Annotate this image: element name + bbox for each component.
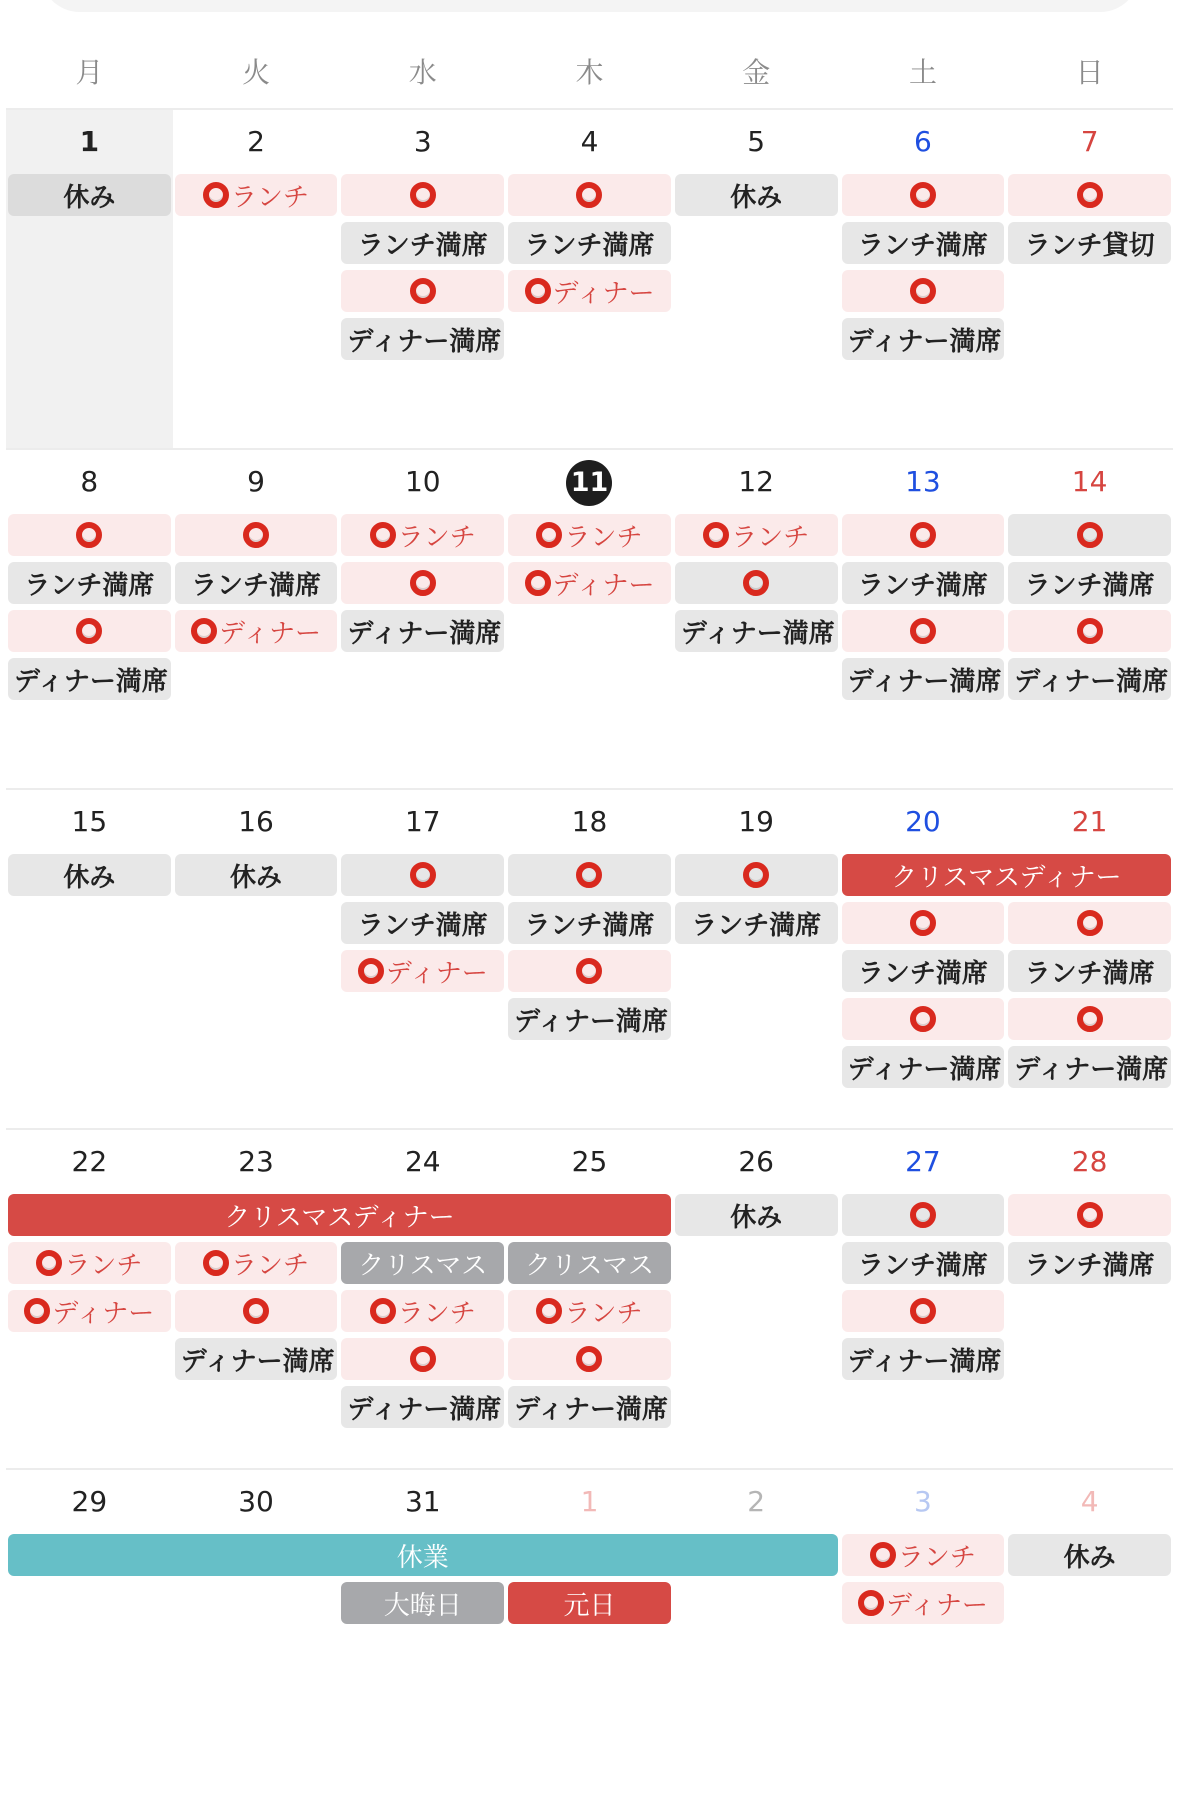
calendar-event[interactable] [8, 658, 171, 700]
calendar-event[interactable] [1008, 562, 1171, 604]
calendar-event[interactable] [1008, 222, 1171, 264]
date-number: 16 [238, 805, 274, 838]
weekday-mon: 月 [75, 56, 104, 89]
event-label: ディナー満席 [847, 666, 1002, 697]
event-label: ディナー [52, 1298, 155, 1329]
event-label: ランチ満席 [857, 1250, 988, 1281]
calendar-event[interactable] [8, 1242, 171, 1284]
event-label: ランチ満席 [524, 230, 655, 261]
event-label: 大晦日 [383, 1590, 462, 1621]
event-label: ランチ満席 [691, 910, 822, 941]
available-circle-icon [743, 862, 769, 888]
event-label: ランチ満席 [24, 570, 155, 601]
available-circle-icon [1077, 1006, 1103, 1032]
event-label: ランチ満席 [1024, 958, 1155, 989]
event-label: 休業 [396, 1542, 449, 1573]
calendar-event[interactable] [341, 950, 504, 992]
calendar-event[interactable] [508, 1386, 671, 1428]
date-number: 3 [913, 1485, 932, 1518]
calendar-event[interactable] [675, 854, 838, 896]
calendar-event[interactable] [8, 610, 171, 652]
available-circle-icon [910, 1298, 936, 1324]
date-number: 26 [738, 1145, 774, 1178]
calendar-event[interactable] [842, 854, 1171, 896]
calendar-event[interactable] [508, 1290, 671, 1332]
day-cell[interactable] [173, 110, 340, 448]
available-circle-icon [410, 182, 436, 208]
calendar-event[interactable] [8, 1290, 171, 1332]
date-number: 10 [404, 465, 441, 498]
calendar-event[interactable] [842, 1582, 1005, 1624]
event-label: ディナー満席 [347, 1394, 502, 1425]
day-cell[interactable] [1006, 1130, 1173, 1468]
day-cell[interactable] [6, 790, 173, 1128]
event-label: ディナー満席 [1014, 1054, 1169, 1085]
weekday-fri: 金 [742, 56, 771, 89]
calendar-event[interactable] [842, 1338, 1005, 1380]
event-label: ランチ [897, 1542, 976, 1573]
calendar-event[interactable] [341, 1338, 504, 1380]
event-label: ディナー満席 [514, 1006, 669, 1037]
calendar-event[interactable] [1008, 1194, 1171, 1236]
calendar-event[interactable] [842, 998, 1005, 1040]
date-number: 3 [413, 125, 432, 158]
day-cell[interactable] [339, 1470, 506, 1808]
event-label: 休み [63, 862, 116, 893]
available-circle-icon [576, 1346, 602, 1372]
event-label: ランチ [397, 522, 476, 553]
available-circle-icon [76, 618, 102, 644]
calendar-event[interactable] [1008, 902, 1171, 944]
date-number: 18 [571, 805, 608, 838]
day-cell[interactable] [6, 1470, 173, 1808]
event-label: ランチ [231, 1250, 310, 1281]
calendar-event[interactable] [1008, 1534, 1171, 1576]
date-number: 15 [71, 805, 108, 838]
calendar-event[interactable] [842, 1046, 1005, 1088]
day-cell[interactable] [1006, 1470, 1173, 1808]
event-label: ディナー満席 [180, 1346, 335, 1377]
event-label: 休み [230, 862, 283, 893]
calendar-event[interactable] [842, 562, 1005, 604]
available-circle-icon [910, 910, 936, 936]
weekday-tue: 火 [242, 56, 271, 89]
event-label: ランチ [397, 1298, 476, 1329]
calendar-event[interactable] [508, 950, 671, 992]
calendar-event[interactable] [508, 1242, 671, 1284]
date-number: 13 [905, 465, 941, 498]
calendar-event[interactable] [341, 1290, 504, 1332]
calendar-event[interactable] [675, 610, 838, 652]
day-cell[interactable] [673, 790, 840, 1128]
available-circle-icon [1077, 182, 1103, 208]
weekday-wed: 水 [408, 56, 437, 89]
event-label: ディナー満席 [1014, 666, 1169, 697]
date-number: 4 [1080, 1485, 1099, 1518]
available-circle-icon [910, 278, 936, 304]
calendar-event[interactable] [175, 610, 338, 652]
calendar-event[interactable] [341, 562, 504, 604]
event-label: ディナー満席 [680, 618, 835, 649]
event-label: ディナー満席 [847, 1346, 1002, 1377]
date-number: 22 [71, 1145, 108, 1178]
calendar-event[interactable] [508, 222, 671, 264]
available-circle-icon [910, 522, 936, 548]
calendar-event[interactable] [1008, 1046, 1171, 1088]
date-number: 1 [79, 125, 100, 158]
calendar-event[interactable] [341, 854, 504, 896]
date-number: 4 [580, 125, 599, 158]
available-circle-icon [203, 182, 229, 208]
calendar-event[interactable] [1008, 514, 1171, 556]
event-label: ランチ貸切 [1024, 230, 1155, 261]
week-row [6, 1468, 1173, 1808]
date-number: 14 [1071, 465, 1108, 498]
event-label: ディナー満席 [514, 1394, 669, 1425]
event-label: ランチ満席 [357, 910, 488, 941]
event-label: 元日 [563, 1590, 616, 1621]
event-label: 休み [1063, 1542, 1116, 1573]
calendar-event[interactable] [1008, 610, 1171, 652]
event-label: 休み [63, 182, 116, 213]
calendar-event[interactable] [508, 174, 671, 216]
calendar-event[interactable] [842, 950, 1005, 992]
calendar-event[interactable] [175, 174, 338, 216]
calendar-event[interactable] [842, 902, 1005, 944]
event-label: ディナー満席 [347, 618, 502, 649]
event-label: ランチ満席 [357, 230, 488, 261]
date-number [506, 464, 673, 506]
calendar-event[interactable] [508, 514, 671, 556]
calendar-event[interactable] [508, 902, 671, 944]
date-number: 31 [404, 1485, 441, 1518]
calendar-event[interactable] [175, 1242, 338, 1284]
calendar-event[interactable] [341, 902, 504, 944]
day-cell[interactable] [6, 110, 173, 448]
date-number: 7 [1080, 125, 1099, 158]
date-number: 17 [404, 805, 441, 838]
event-label: クリスマスディナー [224, 1202, 455, 1233]
weekday-sat: 土 [908, 56, 937, 89]
available-circle-icon [525, 278, 551, 304]
calendar-event[interactable] [675, 902, 838, 944]
event-label: ディナー [552, 278, 655, 309]
calendar-event[interactable] [675, 174, 838, 216]
calendar-event[interactable] [508, 854, 671, 896]
calendar-event[interactable] [8, 1194, 671, 1236]
available-circle-icon [1077, 522, 1103, 548]
calendar-event[interactable] [842, 658, 1005, 700]
available-circle-icon [358, 958, 384, 984]
event-label: ディナー [219, 618, 322, 649]
event-label: ディナー [385, 958, 488, 989]
calendar-event[interactable] [842, 1194, 1005, 1236]
calendar-event[interactable] [842, 222, 1005, 264]
date-number: 24 [404, 1145, 441, 1178]
day-cell[interactable] [840, 1470, 1007, 1808]
date-number: 8 [80, 465, 99, 498]
day-cell[interactable] [506, 450, 673, 788]
event-label: ディナー [885, 1590, 988, 1621]
event-label: クリスマス [525, 1250, 654, 1281]
calendar-event[interactable] [341, 1582, 504, 1624]
day-cell[interactable] [173, 1470, 340, 1808]
event-label: ランチ満席 [857, 570, 988, 601]
calendar-event[interactable] [8, 514, 171, 556]
calendar-event[interactable] [341, 1386, 504, 1428]
date-number: 5 [747, 125, 766, 158]
calendar-event[interactable] [508, 1338, 671, 1380]
calendar-event[interactable] [175, 1290, 338, 1332]
date-number: 1 [580, 1485, 599, 1518]
calendar-event[interactable] [175, 562, 338, 604]
calendar-event[interactable] [1008, 1242, 1171, 1284]
event-label: ランチ満席 [1024, 1250, 1155, 1281]
calendar-event[interactable] [508, 562, 671, 604]
calendar-event[interactable] [341, 610, 504, 652]
calendar-event[interactable] [8, 854, 171, 896]
date-number: 28 [1071, 1145, 1108, 1178]
calendar-event[interactable] [675, 562, 838, 604]
calendar-event[interactable] [842, 610, 1005, 652]
day-cell[interactable] [1006, 110, 1173, 448]
available-circle-icon [910, 182, 936, 208]
available-circle-icon [1077, 618, 1103, 644]
available-circle-icon [525, 570, 551, 596]
search-bar[interactable] [40, 0, 1140, 12]
date-number: 2 [747, 1485, 766, 1518]
date-number: 6 [913, 125, 932, 158]
event-label: クリスマス [358, 1250, 488, 1281]
calendar-event[interactable] [1008, 174, 1171, 216]
calendar-event[interactable] [842, 174, 1005, 216]
calendar-event[interactable] [175, 514, 338, 556]
date-number: 25 [571, 1145, 608, 1178]
calendar-event[interactable] [175, 854, 338, 896]
available-circle-icon [410, 570, 436, 596]
date-number: 27 [905, 1145, 941, 1178]
calendar-event[interactable] [8, 1534, 838, 1576]
weekday-header [6, 48, 1173, 108]
calendar-event[interactable] [508, 1582, 671, 1624]
calendar-event[interactable] [341, 222, 504, 264]
date-number: 9 [247, 465, 265, 498]
calendar-event[interactable] [842, 1242, 1005, 1284]
calendar-event[interactable] [341, 270, 504, 312]
available-circle-icon [576, 182, 602, 208]
available-circle-icon [910, 1006, 936, 1032]
available-circle-icon [576, 862, 602, 888]
available-circle-icon [870, 1542, 896, 1568]
date-number: 19 [738, 805, 774, 838]
calendar-event[interactable] [842, 1534, 1005, 1576]
calendar-event[interactable] [1008, 950, 1171, 992]
day-cell[interactable] [673, 1130, 840, 1468]
available-circle-icon [703, 522, 729, 548]
event-label: ランチ [64, 1250, 143, 1281]
today-badge: 11 [566, 460, 612, 506]
available-circle-icon [858, 1590, 884, 1616]
event-label: ランチ満席 [857, 230, 988, 261]
calendar-event[interactable] [341, 1242, 504, 1284]
available-circle-icon [24, 1298, 50, 1324]
available-circle-icon [36, 1250, 62, 1276]
available-circle-icon [370, 1298, 396, 1324]
available-circle-icon [76, 522, 102, 548]
calendar-event[interactable] [675, 1194, 838, 1236]
available-circle-icon [191, 618, 217, 644]
available-circle-icon [743, 570, 769, 596]
event-label: ランチ [564, 522, 643, 553]
event-label: ランチ [231, 182, 310, 213]
day-cell[interactable] [673, 110, 840, 448]
available-circle-icon [576, 958, 602, 984]
calendar-event[interactable] [341, 514, 504, 556]
event-label: ランチ満席 [857, 958, 988, 989]
event-label: 休み [730, 182, 783, 213]
available-circle-icon [1077, 1202, 1103, 1228]
available-circle-icon [203, 1250, 229, 1276]
event-label: ランチ [564, 1298, 643, 1329]
day-cell[interactable] [506, 1470, 673, 1808]
calendar-event[interactable] [842, 514, 1005, 556]
event-label: ランチ満席 [191, 570, 322, 601]
event-label: ディナー満席 [847, 1054, 1002, 1085]
calendar-event[interactable] [508, 270, 671, 312]
calendar-event[interactable] [1008, 998, 1171, 1040]
date-number: 12 [738, 465, 774, 498]
available-circle-icon [410, 278, 436, 304]
available-circle-icon [410, 862, 436, 888]
weekday-sun: 日 [1075, 56, 1104, 89]
available-circle-icon [410, 1346, 436, 1372]
available-circle-icon [910, 1202, 936, 1228]
date-number: 21 [1071, 805, 1108, 838]
calendar-event[interactable] [675, 514, 838, 556]
calendar-event[interactable] [8, 562, 171, 604]
event-label: ディナー [552, 570, 655, 601]
calendar-event[interactable] [175, 1338, 338, 1380]
available-circle-icon [1077, 910, 1103, 936]
event-label: ディナー満席 [847, 326, 1002, 357]
event-label: クリスマスディナー [891, 862, 1122, 893]
event-label: ランチ満席 [524, 910, 655, 941]
date-number: 30 [238, 1485, 274, 1518]
calendar-event[interactable] [842, 1290, 1005, 1332]
calendar-event[interactable] [8, 174, 171, 216]
date-number: 20 [905, 805, 941, 838]
available-circle-icon [370, 522, 396, 548]
date-number: 2 [247, 125, 265, 158]
calendar-event[interactable] [842, 270, 1005, 312]
calendar-event[interactable] [341, 174, 504, 216]
available-circle-icon [243, 522, 269, 548]
event-label: ランチ [731, 522, 810, 553]
date-number: 23 [238, 1145, 274, 1178]
weekday-thu: 木 [575, 56, 604, 89]
event-label: ディナー満席 [14, 666, 168, 697]
day-cell[interactable] [673, 1470, 840, 1808]
available-circle-icon [243, 1298, 269, 1324]
event-label: ディナー満席 [347, 326, 502, 357]
event-label: ランチ満席 [1024, 570, 1155, 601]
event-label: 休み [730, 1202, 783, 1233]
available-circle-icon [536, 522, 562, 548]
date-number: 29 [71, 1485, 108, 1518]
calendar-event[interactable] [508, 998, 671, 1040]
available-circle-icon [910, 618, 936, 644]
calendar-event[interactable] [842, 318, 1005, 360]
available-circle-icon [536, 1298, 562, 1324]
calendar-event[interactable] [341, 318, 504, 360]
calendar-event[interactable] [1008, 658, 1171, 700]
day-cell[interactable] [173, 790, 340, 1128]
